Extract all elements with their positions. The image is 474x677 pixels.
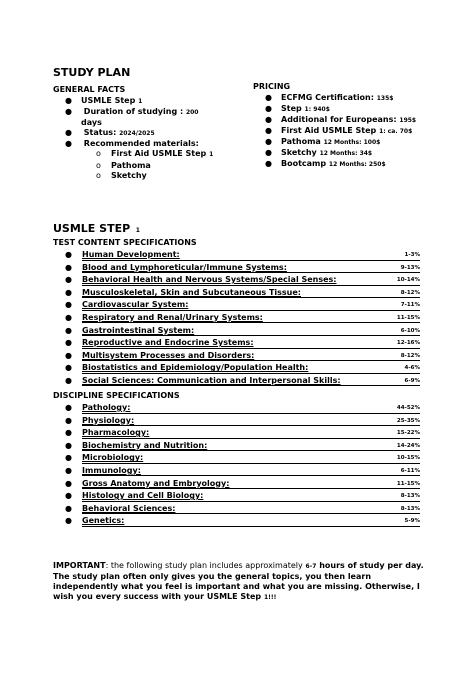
spec-row-line: [82, 313, 420, 324]
spec-row-line: [82, 453, 420, 464]
circle-bullet-icon: o: [96, 160, 101, 170]
spec-label: Pharmacology:: [82, 428, 150, 438]
spec-percent: 12-16%: [396, 340, 420, 347]
spec-percent: 8-12%: [400, 289, 420, 296]
pricing-item: ● Additional for Europeans: 195$: [265, 115, 417, 124]
spec-label: Biochemistry and Nutrition:: [82, 440, 208, 450]
spec-percent: 9-13%: [400, 264, 420, 271]
spec-label: Physiology:: [82, 415, 135, 425]
spec-label: Social Sciences: Communication and Interpersonal Skills:: [82, 375, 341, 385]
spec-label: Reproductive and Endocrine Systems:: [82, 338, 254, 348]
spec-row-line: [82, 275, 420, 286]
spec-row-line: [82, 338, 420, 349]
spec-row: [53, 313, 420, 326]
discipline-heading: DISCIPLINE SPECIFICATIONS: [53, 391, 180, 400]
spec-percent: 6-9%: [404, 377, 420, 384]
circle-bullet-icon: o: [96, 149, 101, 158]
bullet-icon: ●: [265, 159, 272, 168]
spec-percent: 11-15%: [396, 480, 420, 487]
pricing-item: ● Step 1: 940$: [265, 104, 330, 113]
bullet-icon: ●: [65, 440, 72, 450]
spec-row-line: [82, 288, 420, 299]
bullet-icon: ●: [265, 137, 272, 146]
spec-label: Gross Anatomy and Embryology:: [82, 478, 230, 488]
pricing-section: [253, 82, 453, 170]
bullet-icon: ●: [65, 338, 72, 348]
status-item: ● Status: 2024/2025: [65, 128, 155, 137]
bullet-icon: ●: [65, 491, 72, 501]
bullet-icon: ●: [265, 93, 272, 102]
spec-percent: 8-12%: [400, 352, 420, 359]
spec-label: Cardiovascular System:: [82, 300, 189, 310]
spec-label: Immunology:: [82, 465, 141, 475]
pricing-item: ● First Aid USMLE Step 1: ca. 70$: [265, 126, 413, 135]
spec-label: Genetics:: [82, 516, 125, 526]
bullet-icon: ●: [65, 403, 72, 412]
bullet-icon: ●: [65, 428, 72, 438]
material-sketchy: o Sketchy: [96, 171, 147, 180]
circle-bullet-icon: o: [96, 171, 101, 180]
test-content-list: [53, 250, 420, 389]
spec-label: Histology and Cell Biology:: [82, 491, 204, 501]
test-content-heading: TEST CONTENT SPECIFICATIONS: [53, 238, 197, 247]
spec-row-line: [82, 479, 420, 490]
spec-row: [53, 516, 420, 529]
spec-row-line: [82, 491, 420, 502]
spec-row: [53, 288, 420, 301]
bullet-icon: ●: [65, 287, 72, 297]
pricing-item: ● Sketchy 12 Months: 34$: [265, 148, 373, 157]
bullet-icon: ●: [65, 465, 72, 475]
bullet-icon: ●: [65, 325, 72, 335]
spec-row-line: [82, 326, 420, 337]
spec-label: Behavioral Sciences:: [82, 503, 176, 513]
spec-label: Pathology:: [82, 403, 131, 412]
spec-percent: 4-6%: [404, 365, 420, 372]
spec-row: [53, 416, 420, 429]
bullet-icon: ●: [265, 148, 272, 157]
pricing-heading: PRICING: [253, 82, 291, 91]
study-plan-title: STUDY PLAN: [53, 66, 131, 79]
bullet-icon: ●: [65, 415, 72, 425]
spec-row-line: [82, 466, 420, 477]
spec-row-line: [82, 441, 420, 452]
spec-row-line: [82, 516, 420, 527]
spec-percent: 15-22%: [396, 430, 420, 437]
spec-row: [53, 300, 420, 313]
spec-label: Microbiology:: [82, 453, 144, 463]
bullet-icon: ●: [65, 107, 72, 116]
bullet-icon: ●: [65, 350, 72, 360]
bullet-icon: ●: [65, 300, 72, 310]
spec-label: Behavioral Health and Nervous Systems/Special Senses:: [82, 275, 337, 285]
spec-percent: 44-52%: [396, 405, 420, 411]
pricing-item: ● ECFMG Certification: 135$: [265, 93, 394, 102]
spec-percent: 8-13%: [400, 505, 420, 512]
spec-row: [53, 453, 420, 466]
bullet-icon: ●: [65, 275, 72, 285]
bullet-icon: ●: [265, 115, 272, 124]
usmle-step-title: USMLE STEP 1: [53, 222, 140, 235]
spec-row: [53, 504, 420, 517]
bullet-icon: ●: [65, 503, 72, 513]
spec-label: Biostatistics and Epidemiology/Population Health:: [82, 363, 309, 373]
spec-percent: 8-13%: [400, 493, 420, 500]
spec-row: [53, 466, 420, 479]
duration-item: ● Duration of studying : 200 days: [65, 107, 199, 127]
material-first-aid: o First Aid USMLE Step 1: [96, 149, 214, 158]
bullet-icon: ●: [65, 363, 72, 373]
bullet-icon: ●: [65, 262, 72, 272]
spec-row-line: [82, 504, 420, 515]
spec-label: Musculoskeletal, Skin and Subcutaneous Tissue:: [82, 287, 301, 297]
spec-row-line: [82, 376, 420, 387]
bullet-icon: ●: [65, 250, 72, 259]
material-pathoma: o Pathoma: [96, 160, 151, 170]
bullet-icon: ●: [65, 478, 72, 488]
spec-label: Gastrointestinal System:: [82, 325, 195, 335]
bullet-icon: ●: [65, 128, 72, 137]
spec-row-line: [82, 403, 420, 414]
bullet-icon: ●: [65, 312, 72, 322]
bullet-icon: ●: [65, 96, 72, 105]
materials-item: ● Recommended materials:: [65, 139, 199, 148]
spec-label: Multisystem Processes and Disorders:: [82, 350, 255, 360]
bullet-icon: ●: [65, 453, 72, 463]
spec-percent: 10-14%: [396, 277, 420, 284]
pricing-item: ● Bootcamp 12 Months: 250$: [265, 159, 386, 168]
spec-row: [53, 491, 420, 504]
spec-row-line: [82, 363, 420, 374]
spec-row: [53, 275, 420, 288]
spec-label: Blood and Lymphoreticular/Immune Systems:: [82, 262, 287, 272]
spec-row-line: [82, 300, 420, 311]
pricing-item: ● Pathoma 12 Months: 100$: [265, 137, 381, 146]
spec-row-line: [82, 416, 420, 427]
spec-label: Human Development:: [82, 250, 180, 259]
spec-percent: 10-15%: [396, 455, 420, 462]
bullet-icon: ●: [265, 126, 272, 135]
spec-row: [53, 250, 420, 263]
spec-row: [53, 441, 420, 454]
spec-label: Respiratory and Renal/Urinary Systems:: [82, 312, 263, 322]
spec-row-line: [82, 250, 420, 261]
general-facts-section: [53, 85, 253, 182]
spec-row: [53, 376, 420, 389]
spec-row: [53, 479, 420, 492]
spec-row: [53, 338, 420, 351]
spec-row-line: [82, 428, 420, 439]
usmle-step-item: ● USMLE Step 1: [65, 96, 143, 105]
spec-percent: 1-3%: [404, 252, 420, 258]
test-content-section: [53, 238, 420, 389]
spec-percent: 14-24%: [396, 442, 420, 449]
spec-percent: 6-10%: [400, 327, 420, 334]
discipline-section: [53, 391, 420, 529]
spec-row: [53, 428, 420, 441]
spec-row: [53, 403, 420, 416]
general-facts-heading: GENERAL FACTS: [53, 85, 126, 94]
spec-row: [53, 263, 420, 276]
spec-row-line: [82, 263, 420, 274]
spec-percent: 25-35%: [396, 417, 420, 424]
bullet-icon: ●: [65, 516, 72, 526]
spec-row-line: [82, 351, 420, 362]
spec-row: [53, 326, 420, 339]
spec-row: [53, 351, 420, 364]
bullet-icon: ●: [265, 104, 272, 113]
spec-percent: 5-9%: [404, 518, 420, 525]
bullet-icon: ●: [65, 139, 72, 148]
spec-percent: 11-15%: [396, 314, 420, 321]
spec-percent: 6-11%: [400, 467, 420, 474]
bullet-icon: ●: [65, 375, 72, 385]
spec-percent: 7-11%: [400, 302, 420, 309]
important-note: IMPORTANT: the following study plan includes approximately 6-7 hours of study per day. The study plan often only gives you the general topics, you then learn independently what you feel is important and what you are missing. Otherwise, I wish you every success with your USMLE Step 1!!!: [53, 561, 424, 601]
discipline-list: [53, 403, 420, 529]
spec-row: [53, 363, 420, 376]
